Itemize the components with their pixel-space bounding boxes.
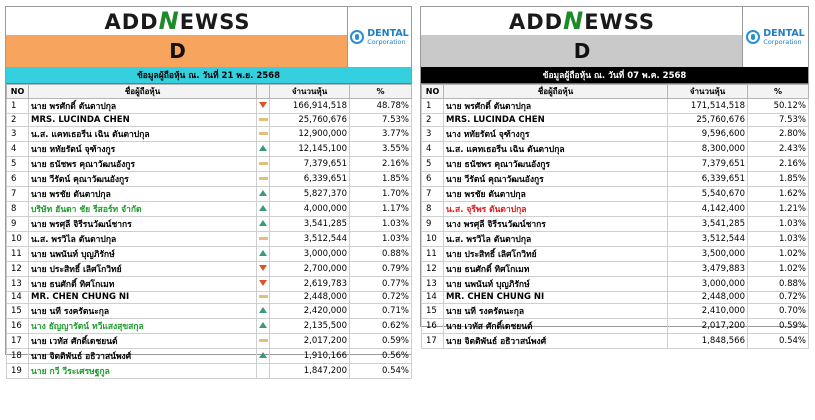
table-row: [7, 246, 412, 261]
logo-suffix: EWSS: [584, 10, 656, 34]
row-pct: 2.80%: [748, 126, 809, 141]
row-no: 12: [422, 261, 444, 276]
row-name: นาย พรศุลี จิรีรนวัฒน์ชากร: [29, 216, 257, 231]
row-name: นาย พรศักดิ์ ตันตาปกุล: [444, 99, 668, 114]
row-pct: 1.02%: [748, 261, 809, 276]
row-no: 19: [7, 364, 29, 379]
row-name: นาย กวี วีระเศรษฐกูล: [29, 364, 257, 379]
row-name: น.ส. แคทเธอรีน เฉิน ตันตาปกุล: [29, 126, 257, 141]
row-pct: 0.54%: [748, 334, 809, 349]
unchanged-dash-icon: [259, 237, 268, 240]
row-shares: 6,339,651: [270, 171, 350, 186]
row-shares: 2,017,200: [668, 319, 748, 334]
row-shares: 6,339,651: [668, 171, 748, 186]
up-triangle-icon: [259, 190, 267, 196]
row-indicator: [257, 216, 270, 231]
row-no: 14: [422, 291, 444, 304]
row-no: 10: [7, 231, 29, 246]
row-name: นาย พรศักดิ์ ตันตาปกุล: [29, 99, 257, 114]
row-indicator: [257, 126, 270, 141]
row-name: นาย วีรัตน์ คุณาวัฒนอังกูร: [29, 171, 257, 186]
row-shares: 3,000,000: [668, 276, 748, 291]
row-shares: 8,300,000: [668, 141, 748, 156]
row-name: นาย จิตติพันธ์ อธิวาสน์พงศ์: [29, 349, 257, 364]
row-shares: 5,827,370: [270, 186, 350, 201]
row-pct: 1.21%: [748, 201, 809, 216]
row-indicator: [257, 171, 270, 186]
table-row: [422, 276, 809, 291]
row-no: 7: [422, 186, 444, 201]
row-name: นาย นพนันท์ บุญภิรักษ์: [444, 276, 668, 291]
row-name: นาย นที รงครัตนะกุล: [29, 304, 257, 319]
table-row: [7, 186, 412, 201]
row-shares: 3,541,285: [668, 216, 748, 231]
row-no: 11: [422, 246, 444, 261]
row-indicator: [257, 291, 270, 304]
table-row: [7, 334, 412, 349]
up-triangle-icon: [259, 145, 267, 151]
row-no: 13: [7, 276, 29, 291]
row-indicator: [257, 231, 270, 246]
row-shares: 3,479,883: [668, 261, 748, 276]
row-name: น.ส. พรวิไล ตันตาปกุล: [29, 231, 257, 246]
unchanged-dash-icon: [259, 162, 268, 165]
row-shares: 3,541,285: [270, 216, 350, 231]
table-row: [422, 201, 809, 216]
col-shares: จำนวนหุ้น: [668, 85, 748, 99]
up-triangle-icon: [259, 205, 267, 211]
table-row: [7, 291, 412, 304]
row-pct: 1.02%: [748, 246, 809, 261]
down-triangle-icon: [259, 102, 267, 108]
table-row: [7, 304, 412, 319]
table-row: [7, 276, 412, 291]
row-shares: 3,512,544: [270, 231, 350, 246]
row-no: 17: [7, 334, 29, 349]
left-header: [6, 7, 411, 84]
row-name: นาย ธนัชพร คุณาวัฒนอังกูร: [29, 156, 257, 171]
row-no: 9: [7, 216, 29, 231]
row-pct: 0.72%: [350, 291, 412, 304]
row-no: 12: [7, 261, 29, 276]
row-name: นาย พรชัย ตันตาปกุล: [29, 186, 257, 201]
row-pct: 3.55%: [350, 141, 412, 156]
row-name: MR. CHEN CHUNG NI: [29, 291, 257, 304]
row-shares: 1,847,200: [270, 364, 350, 379]
corporation-sub: Corporation: [367, 37, 406, 46]
row-no: 13: [422, 276, 444, 291]
row-shares: 1,910,166: [270, 349, 350, 364]
table-row: [422, 126, 809, 141]
row-no: 8: [422, 201, 444, 216]
col-name: ชื่อผู้ถือหุ้น: [29, 85, 257, 99]
row-name: นาย นที รงครัตนะกุล: [444, 304, 668, 319]
left-subtitle: ข้อมูลผู้ถือหุ้น ณ. วันที่ 21 พ.ย. 2568: [137, 71, 280, 81]
left-shareholder-table: [6, 84, 412, 379]
row-no: 5: [7, 156, 29, 171]
corporation-sub: Corporation: [763, 37, 802, 46]
row-shares: 1,848,566: [668, 334, 748, 349]
table-row: [422, 156, 809, 171]
table-row: [422, 334, 809, 349]
row-indicator: [257, 349, 270, 364]
row-shares: 2,410,000: [668, 304, 748, 319]
row-no: 10: [422, 231, 444, 246]
row-pct: 1.03%: [350, 231, 412, 246]
row-no: 18: [7, 349, 29, 364]
logo-prefix: ADD: [508, 10, 564, 34]
row-shares: 2,448,000: [668, 291, 748, 304]
row-pct: 7.53%: [748, 114, 809, 127]
left-logo: [6, 7, 349, 36]
row-indicator: [257, 261, 270, 276]
row-no: 4: [422, 141, 444, 156]
row-shares: 4,000,000: [270, 201, 350, 216]
unchanged-dash-icon: [259, 177, 268, 180]
up-triangle-icon: [259, 220, 267, 226]
right-ticker-bar: [421, 35, 743, 68]
row-shares: 2,700,000: [270, 261, 350, 276]
logo-prefix: ADD: [104, 10, 159, 34]
unchanged-dash-icon: [259, 339, 268, 342]
row-pct: 0.59%: [748, 319, 809, 334]
row-pct: 1.03%: [748, 216, 809, 231]
row-no: 6: [7, 171, 29, 186]
row-indicator: [257, 186, 270, 201]
row-name: นาย ธนัชพร คุณาวัฒนอังกูร: [444, 156, 668, 171]
table-row: [7, 114, 412, 127]
row-no: 3: [7, 126, 29, 141]
row-no: 17: [422, 334, 444, 349]
unchanged-dash-icon: [259, 295, 268, 298]
row-pct: 1.03%: [350, 216, 412, 231]
table-row: [7, 141, 412, 156]
row-no: 16: [422, 319, 444, 334]
row-no: 6: [422, 171, 444, 186]
unchanged-dash-icon: [259, 118, 268, 121]
right-ticker: D: [573, 39, 591, 63]
row-indicator: [257, 319, 270, 334]
row-shares: 25,760,676: [270, 114, 350, 127]
row-shares: 2,135,500: [270, 319, 350, 334]
row-name: นาย วีรัตน์ คุณาวัฒนอังกูร: [444, 171, 668, 186]
row-pct: 0.71%: [350, 304, 412, 319]
table-row: [422, 216, 809, 231]
row-name: น.ส. พรวิไล ตันตาปกุล: [444, 231, 668, 246]
row-indicator: [257, 304, 270, 319]
row-shares: 7,379,651: [270, 156, 350, 171]
row-shares: 2,619,783: [270, 276, 350, 291]
row-pct: 1.17%: [350, 201, 412, 216]
row-name: นาง พรศุลี จิรีรนวัฒน์ชากร: [444, 216, 668, 231]
table-row: [7, 231, 412, 246]
row-name: นาย ประสิทธิ์ เลิศโกวิทย์: [444, 246, 668, 261]
row-pct: 0.88%: [350, 246, 412, 261]
table-row: [7, 99, 412, 114]
col-indicator: [257, 85, 270, 99]
row-no: 1: [7, 99, 29, 114]
row-no: 16: [7, 319, 29, 334]
table-row: [422, 186, 809, 201]
row-indicator: [257, 99, 270, 114]
logo-suffix: EWSS: [179, 10, 251, 34]
row-name: นาง ธัญญารัตน์ ทวีแสงสุขสกุล: [29, 319, 257, 334]
row-no: 9: [422, 216, 444, 231]
row-name: นาย ธนศักดิ์ ทิศโกเมท: [29, 276, 257, 291]
row-shares: 7,379,651: [668, 156, 748, 171]
table-row: [422, 99, 809, 114]
row-pct: 0.62%: [350, 319, 412, 334]
row-pct: 0.59%: [350, 334, 412, 349]
row-no: 1: [422, 99, 444, 114]
right-subtitle: ข้อมูลผู้ถือหุ้น ณ. วันที่ 07 พ.ค. 2568: [542, 71, 687, 81]
left-subtitle-bar: [6, 67, 411, 83]
row-no: 7: [7, 186, 29, 201]
table-row: [7, 156, 412, 171]
row-no: 15: [7, 304, 29, 319]
row-shares: 25,760,676: [668, 114, 748, 127]
row-pct: 0.77%: [350, 276, 412, 291]
up-triangle-icon: [259, 322, 267, 328]
table-row: [7, 171, 412, 186]
up-triangle-icon: [259, 307, 267, 313]
table-row: [7, 349, 412, 364]
row-pct: 0.54%: [350, 364, 412, 379]
row-shares: 9,596,600: [668, 126, 748, 141]
row-shares: 171,514,518: [668, 99, 748, 114]
up-triangle-icon: [259, 352, 267, 358]
col-shares: จำนวนหุ้น: [270, 85, 350, 99]
logo-n: N: [158, 7, 180, 35]
table-row: [7, 261, 412, 276]
row-shares: 2,448,000: [270, 291, 350, 304]
row-no: 4: [7, 141, 29, 156]
down-triangle-icon: [259, 265, 267, 271]
col-no: NO: [422, 85, 444, 99]
row-shares: 166,914,518: [270, 99, 350, 114]
row-name: นาย นพนันท์ บุญภิรักษ์: [29, 246, 257, 261]
row-name: นาย จิตติพันธ์ อธิวาสน์พงศ์: [444, 334, 668, 349]
unchanged-dash-icon: [259, 132, 268, 135]
row-name: นาง หทัยรัตน์ จุฑ้างกูร: [444, 126, 668, 141]
left-ticker: D: [169, 39, 186, 63]
right-shareholder-table: [421, 84, 809, 349]
row-indicator: [257, 201, 270, 216]
row-pct: 2.43%: [748, 141, 809, 156]
row-indicator: [257, 246, 270, 261]
corporation-name: DENTAL: [763, 28, 805, 39]
right-shareholder-panel: [420, 6, 809, 348]
row-name: นาย ประสิทธิ์ เลิศโกวิทย์: [29, 261, 257, 276]
right-header: [421, 7, 808, 84]
row-no: 3: [422, 126, 444, 141]
left-ticker-bar: [6, 35, 349, 68]
row-name: บริษัท ฮันดา ชัย รีสอร์ท จำกัด: [29, 201, 257, 216]
row-name: น.ส. จุรีพร ตันตาปกุล: [444, 201, 668, 216]
row-pct: 48.78%: [350, 99, 412, 114]
row-name: MRS. LUCINDA CHEN: [29, 114, 257, 127]
table-row: [7, 216, 412, 231]
row-pct: 0.72%: [748, 291, 809, 304]
col-pct: %: [350, 85, 412, 99]
table-header-row: [422, 85, 809, 99]
row-pct: 2.16%: [350, 156, 412, 171]
right-logo: [421, 7, 743, 36]
table-row: [422, 319, 809, 334]
row-pct: 0.56%: [350, 349, 412, 364]
row-name: นาย หทัยรัตน์ จุฑ้างกูร: [29, 141, 257, 156]
table-row: [422, 141, 809, 156]
right-corporation-logo: [742, 7, 808, 67]
row-name: นาย เวทัส ศักดิ์เดชยนต์: [29, 334, 257, 349]
table-row: [422, 291, 809, 304]
row-pct: 0.79%: [350, 261, 412, 276]
row-name: นาย ธนศักดิ์ ทิศโกเมท: [444, 261, 668, 276]
table-row: [422, 114, 809, 127]
logo-n: N: [563, 7, 585, 35]
left-corporation-logo: [347, 7, 411, 67]
col-no: NO: [7, 85, 29, 99]
row-pct: 1.62%: [748, 186, 809, 201]
row-pct: 3.77%: [350, 126, 412, 141]
row-indicator: [257, 334, 270, 349]
row-no: 2: [422, 114, 444, 127]
down-triangle-icon: [259, 280, 267, 286]
row-pct: 0.70%: [748, 304, 809, 319]
table-row: [7, 201, 412, 216]
table-row: [422, 246, 809, 261]
row-shares: 12,900,000: [270, 126, 350, 141]
right-subtitle-bar: [421, 67, 808, 83]
row-pct: 0.88%: [748, 276, 809, 291]
row-pct: 7.53%: [350, 114, 412, 127]
row-name: นาย เวทัส ศักดิ์เดชยนต์: [444, 319, 668, 334]
table-row: [422, 171, 809, 186]
row-indicator: [257, 364, 270, 379]
tooth-icon: [350, 30, 364, 44]
row-no: 5: [422, 156, 444, 171]
row-indicator: [257, 141, 270, 156]
row-indicator: [257, 276, 270, 291]
row-no: 8: [7, 201, 29, 216]
row-indicator: [257, 114, 270, 127]
row-shares: 3,500,000: [668, 246, 748, 261]
corporation-name: DENTAL: [367, 28, 409, 39]
row-name: MR. CHEN CHUNG NI: [444, 291, 668, 304]
table-row: [7, 126, 412, 141]
row-name: นาย พรชัย ตันตาปกุล: [444, 186, 668, 201]
row-pct: 1.70%: [350, 186, 412, 201]
row-pct: 1.03%: [748, 231, 809, 246]
row-pct: 2.16%: [748, 156, 809, 171]
table-row: [422, 231, 809, 246]
tooth-icon: [746, 30, 760, 44]
row-name: น.ส. แคทเธอรีน เฉิน ตันตาปกุล: [444, 141, 668, 156]
table-header-row: [7, 85, 412, 99]
row-shares: 2,017,200: [270, 334, 350, 349]
table-row: [422, 261, 809, 276]
row-shares: 4,142,400: [668, 201, 748, 216]
row-no: 2: [7, 114, 29, 127]
row-pct: 1.85%: [748, 171, 809, 186]
row-no: 11: [7, 246, 29, 261]
row-indicator: [257, 156, 270, 171]
row-shares: 3,512,544: [668, 231, 748, 246]
row-pct: 1.85%: [350, 171, 412, 186]
col-name: ชื่อผู้ถือหุ้น: [444, 85, 668, 99]
table-row: [7, 364, 412, 379]
row-shares: 5,540,670: [668, 186, 748, 201]
row-name: MRS. LUCINDA CHEN: [444, 114, 668, 127]
col-pct: %: [748, 85, 809, 99]
row-shares: 3,000,000: [270, 246, 350, 261]
row-no: 14: [7, 291, 29, 304]
row-no: 15: [422, 304, 444, 319]
row-shares: 2,420,000: [270, 304, 350, 319]
table-row: [7, 319, 412, 334]
left-shareholder-panel: [5, 6, 412, 378]
up-triangle-icon: [259, 250, 267, 256]
row-pct: 50.12%: [748, 99, 809, 114]
table-row: [422, 304, 809, 319]
row-shares: 12,145,100: [270, 141, 350, 156]
